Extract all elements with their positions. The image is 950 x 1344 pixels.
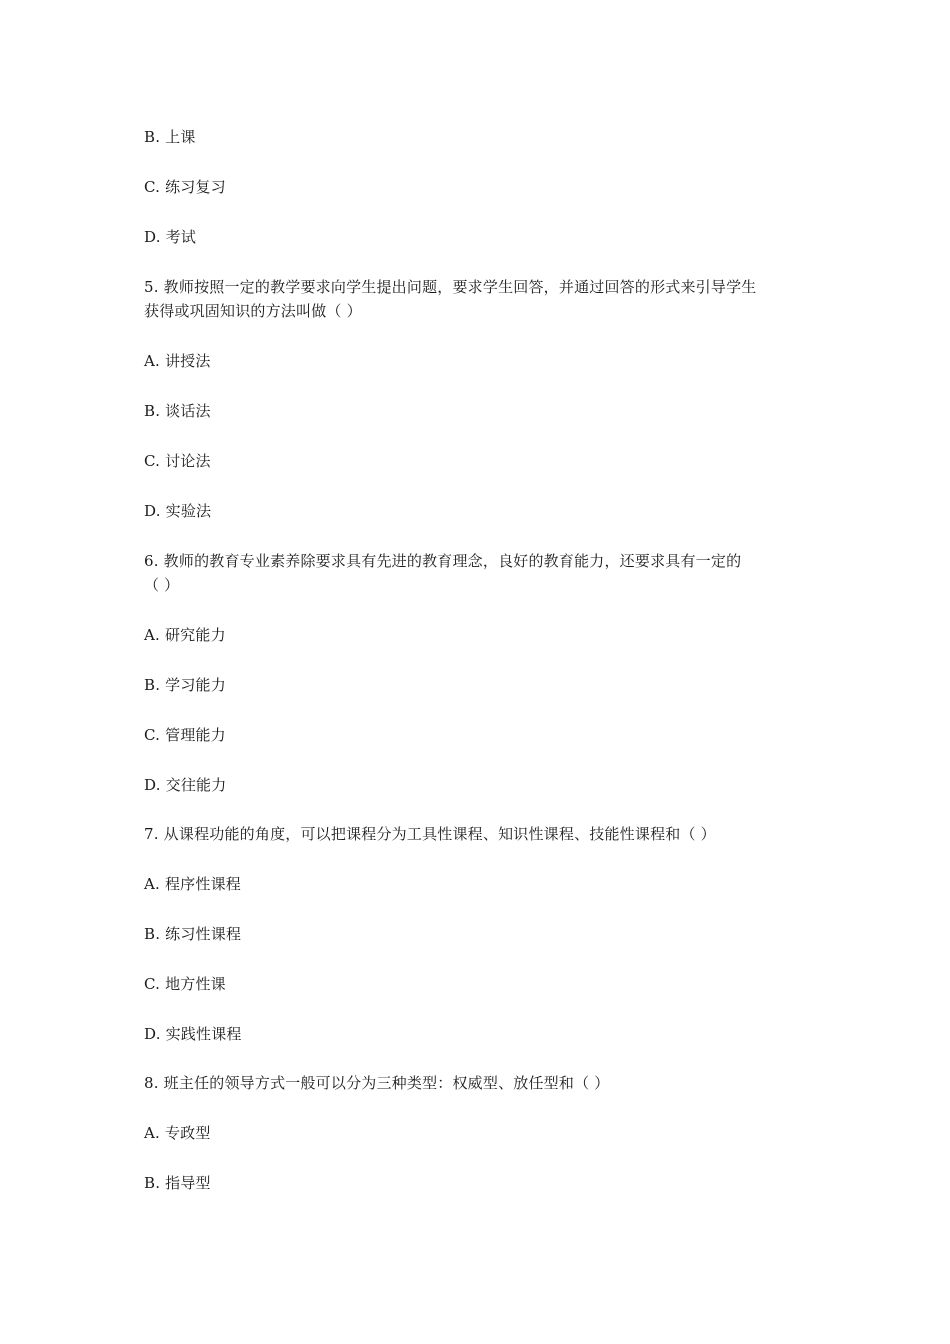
option-7c: C. 地方性课 xyxy=(144,975,226,993)
option-7b: B. 练习性课程 xyxy=(144,925,242,943)
option-6c: C. 管理能力 xyxy=(144,726,226,744)
option-7d: D. 实践性课程 xyxy=(144,1025,242,1043)
option-6b: B. 学习能力 xyxy=(144,676,226,694)
option-8b: B. 指导型 xyxy=(144,1174,211,1192)
option-6a: A. 研究能力 xyxy=(144,626,226,644)
option-7a: A. 程序性课程 xyxy=(144,875,241,893)
option-5c: C. 讨论法 xyxy=(144,452,211,470)
question-7: 7. 从课程功能的角度，可以把课程分为工具性课程、知识性课程、技能性课程和（ ） xyxy=(144,825,716,843)
option-5d: D. 实验法 xyxy=(144,502,212,520)
option-6d: D. 交往能力 xyxy=(144,776,227,794)
question-5-line-1: 5. 教师按照一定的教学要求向学生提出问题，要求学生回答，并通过回答的形式来引导学生 xyxy=(144,278,757,296)
question-6-line-2: （ ） xyxy=(144,576,180,594)
option-5a: A. 讲授法 xyxy=(144,352,211,370)
option-4b: B. 上课 xyxy=(144,128,196,146)
option-8a: A. 专政型 xyxy=(144,1124,211,1142)
option-5b: B. 谈话法 xyxy=(144,402,211,420)
option-4d: D. 考试 xyxy=(144,228,197,246)
option-4c: C. 练习复习 xyxy=(144,178,226,196)
question-6-line-1: 6. 教师的教育专业素养除要求具有先进的教育理念，良好的教育能力，还要求具有一定的 xyxy=(144,552,742,570)
question-5-line-2: 获得或巩固知识的方法叫做（ ） xyxy=(144,302,362,320)
question-8: 8. 班主任的领导方式一般可以分为三种类型：权威型、放任型和（ ） xyxy=(144,1074,610,1092)
